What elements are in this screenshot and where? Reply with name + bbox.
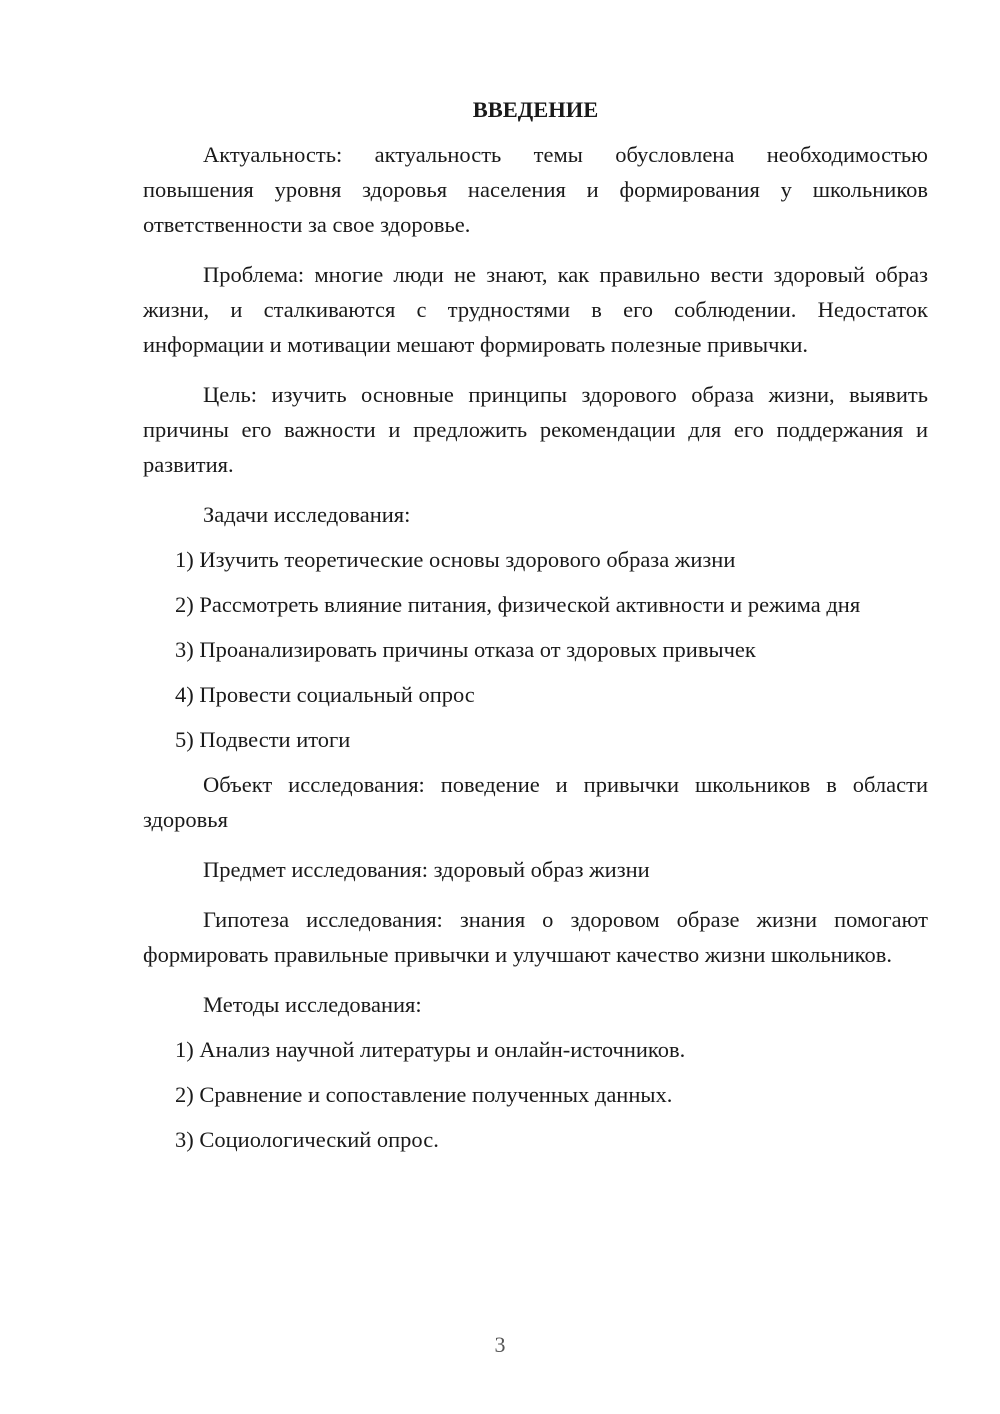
list-item: 2) Сравнение и сопоставление полученных данных. xyxy=(175,1082,673,1107)
tasks-list xyxy=(143,542,928,757)
object-paragraph: Объект исследования: поведение и привычки школьников в области здоровья xyxy=(143,772,928,832)
hypothesis-paragraph: Гипотеза исследования: знания о здоровом образе жизни помогают формировать правильные привычки и улучшают качество жизни школьников. xyxy=(143,907,928,967)
list-item: 5) Подвести итоги xyxy=(175,727,351,752)
list-item: 3) Социологический опрос. xyxy=(175,1127,439,1152)
list-item: 2) Рассмотреть влияние питания, физической активности и режима дня xyxy=(175,592,861,617)
relevance-paragraph: Актуальность: актуальность темы обусловлена необходимостью повышения уровня здоровья населения и формирования у школьников ответственности за свое здоровье. xyxy=(143,142,928,237)
list-item: 3) Проанализировать причины отказа от здоровых привычек xyxy=(175,637,756,662)
section-title: ВВЕДЕНИЕ xyxy=(472,97,599,122)
goal-paragraph: Цель: изучить основные принципы здорового образа жизни, выявить причины его важности и предложить рекомендации для его поддержания и развития. xyxy=(143,382,928,477)
methods-list xyxy=(143,1032,928,1157)
list-item: 4) Провести социальный опрос xyxy=(175,682,475,707)
problem-paragraph: Проблема: многие люди не знают, как правильно вести здоровый образ жизни, и сталкиваются с трудностями в его соблюдении. Недостаток информации и мотивации мешают формировать полезные привычки. xyxy=(143,262,928,357)
list-item: 1) Анализ научной литературы и онлайн-источников. xyxy=(175,1037,686,1062)
tasks-heading: Задачи исследования: xyxy=(203,502,411,527)
methods-heading: Методы исследования: xyxy=(203,992,422,1017)
document-page xyxy=(143,95,928,1167)
page-number: 3 xyxy=(494,1332,506,1357)
list-item: 1) Изучить теоретические основы здорового образа жизни xyxy=(175,547,736,572)
subject-paragraph: Предмет исследования: здоровый образ жизни xyxy=(203,857,650,882)
